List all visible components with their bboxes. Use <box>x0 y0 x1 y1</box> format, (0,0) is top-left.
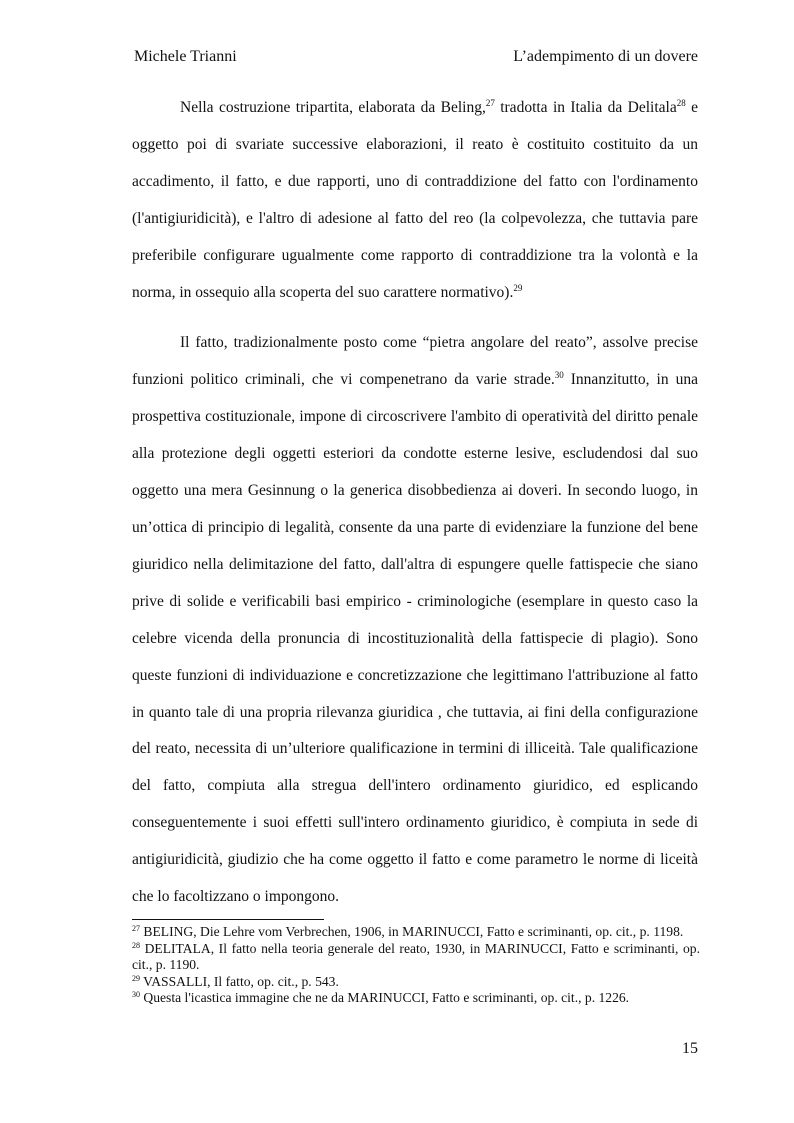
footnote-text: BELING, Die Lehre vom Verbrechen, 1906, in MARINUCCI, Fatto e scriminanti, op. cit., p. 1198. <box>140 924 684 939</box>
footnote-text: VASSALLI, Il fatto, op. cit., p. 543. <box>140 973 339 989</box>
running-header-chapter: L’adempimento di un dovere <box>513 48 698 65</box>
running-header-author: Michele Trianni <box>134 48 237 65</box>
footnote-number: 29 <box>132 973 140 983</box>
footnote-text: Questa l'icastica immagine che ne da MARINUCCI, Fatto e scriminanti, op. cit., p. 1226. <box>140 990 630 1006</box>
footnotes <box>132 924 700 1007</box>
paragraph-1-text-b: tradotta in Italia da Delitala <box>494 99 677 116</box>
footnote-ref-30[interactable]: 30 <box>554 370 564 381</box>
paragraph-1-text-a: Nella costruzione tripartita, elaborata da Beling, <box>180 99 486 116</box>
footnote-ref-29[interactable]: 29 <box>513 282 523 293</box>
footnote-separator <box>132 919 324 920</box>
paragraph-2-text-a: Il fatto, tradizionalmente posto come “pietra angolare del reato”, assolve precise funzioni politico criminali, che vi compenetrano da varie strade. <box>132 334 698 389</box>
main-text <box>132 90 698 916</box>
page-number: 15 <box>682 1040 698 1057</box>
footnote-29 <box>132 974 700 991</box>
footnote-ref-28[interactable]: 28 <box>676 98 686 108</box>
paragraph-2 <box>132 325 698 916</box>
footnote-number: 27 <box>132 924 140 933</box>
paragraph-1 <box>132 90 698 311</box>
footnote-27 <box>132 924 700 941</box>
footnote-28 <box>132 941 700 974</box>
paragraph-2-text-b: Innanzitutto, in una prospettiva costituzionale, impone di circoscrivere l'ambito di operatività del diritto penale alla protezione degli oggetti esteriori da condotte esterne lesive, escludendosi dal suo oggetto una mera Gesinnung o la generica disobbedienza ai doveri. In secondo luogo, in un’ottica di principio di legalità, consente da una parte di evidenziare la funzione del bene giuridico nella delimitazione del fatto, dall'altra di espungere quelle fattispecie che siano prive di solide e verificabili basi empirico - criminologiche (esemplare in questo caso la celebre vicenda della pronuncia di incostituzionalità della fattispecie di plagio). Sono queste funzioni di individuazione e concretizzazione che legittimano l'attribuzione al fatto in quanto tale di una propria rilevanza giuridica , che tuttavia, ai fini della configurazione del reato, necessita di un’ulteriore qualificazione in termini di illiceità. Tale qualificazione del fatto, compiuta alla stregua dell'intero ordinamento giuridico, ed esplicando conseguentemente i suoi effetti sull'intero ordinamento giuridico, è compiuta in sede di antigiuridicità, giudizio che ha come oggetto il fatto e come parametro le norme di liceità che lo facoltizzano o impongono. <box>132 371 698 906</box>
footnote-ref-27[interactable]: 27 <box>485 98 495 108</box>
footnote-number: 28 <box>132 940 140 950</box>
paragraph-1-text-c: e oggetto poi di svariate successive elaborazioni, il reato è costituito costituito da un accadimento, il fatto, e due rapporti, uno di contraddizione del fatto con l'ordinamento (l'antigiuridicità), e l'altro di adesione al fatto del reo (la colpevolezza, che tuttavia pare preferibile configurare ugualmente come rapporto di contraddizione tra la volontà e la norma, in ossequio alla scoperta del suo carattere normativo). <box>132 99 698 301</box>
footnote-30 <box>132 990 700 1007</box>
footnote-number: 30 <box>132 990 140 1000</box>
footnote-text: DELITALA, Il fatto nella teoria generale del reato, 1930, in MARINUCCI, Fatto e scriminanti, op. cit., p. 1190. <box>132 940 700 973</box>
